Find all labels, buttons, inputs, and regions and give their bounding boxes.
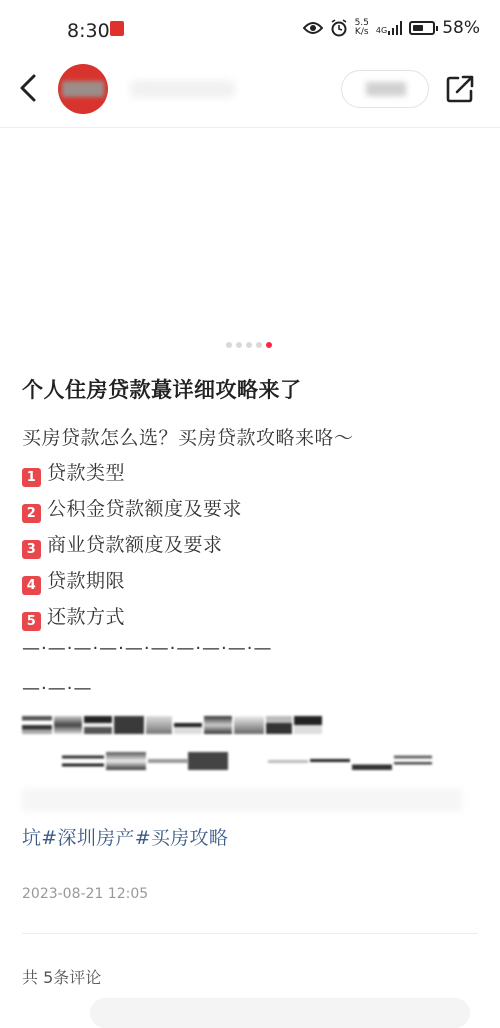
carousel-dot[interactable] <box>236 342 242 348</box>
dash-separator: —·—·— <box>22 678 93 699</box>
carousel-dot-active[interactable] <box>266 342 272 348</box>
battery-percent: 58% <box>442 18 480 38</box>
alarm-icon <box>330 19 348 37</box>
carousel-dot[interactable] <box>246 342 252 348</box>
network-type: 4G <box>375 26 388 35</box>
comments-divider <box>22 933 478 934</box>
post-header <box>0 58 500 122</box>
list-item <box>22 494 242 523</box>
number-badge: 1 <box>22 468 41 487</box>
post-intro: 买房贷款怎么选？买房贷款攻略来咯～ <box>22 427 354 449</box>
comment-input[interactable] <box>90 998 470 1028</box>
header-divider <box>0 127 500 128</box>
comment-count: 共 5条评论 <box>22 968 102 987</box>
list-item-text: 商业贷款额度及要求 <box>47 534 223 556</box>
status-bar <box>0 0 500 56</box>
follow-button[interactable] <box>341 70 429 108</box>
author-name-redacted[interactable] <box>130 80 235 98</box>
number-badge: 5 <box>22 612 41 631</box>
post-title: 个人住房贷款蕞详细攻略来了 <box>22 378 302 402</box>
list-item-text: 贷款类型 <box>47 462 126 484</box>
list-item-text: 贷款期限 <box>47 570 126 592</box>
battery-icon <box>409 21 435 35</box>
redacted-text-row <box>22 788 462 812</box>
status-indicators <box>303 18 480 38</box>
signal-bars-icon <box>388 21 402 35</box>
avatar[interactable] <box>58 64 108 114</box>
carousel-dot[interactable] <box>256 342 262 348</box>
speed-unit: K/s <box>354 27 369 37</box>
redacted-text-row <box>22 716 322 734</box>
post-tags[interactable]: 坑#深圳房产#买房攻略 <box>22 827 229 849</box>
carousel-dot[interactable] <box>226 342 232 348</box>
battery-fill <box>413 25 423 31</box>
follow-label-redacted <box>366 82 406 96</box>
number-badge: 4 <box>22 576 41 595</box>
network-speed <box>355 19 369 37</box>
cell-signal <box>376 21 402 35</box>
back-button[interactable] <box>14 70 46 106</box>
notification-icon <box>110 21 124 36</box>
speed-value: 5.5 <box>354 18 369 28</box>
post-date: 2023-08-21 12:05 <box>22 886 149 902</box>
status-time: 8:30 <box>67 20 110 42</box>
eye-icon <box>303 21 323 35</box>
carousel-indicator <box>226 342 272 348</box>
share-icon[interactable] <box>444 73 476 105</box>
list-item-text: 公积金贷款额度及要求 <box>47 498 243 520</box>
redacted-text-row <box>22 752 432 770</box>
avatar-mosaic <box>62 81 104 97</box>
number-badge: 2 <box>22 504 41 523</box>
number-badge: 3 <box>22 540 41 559</box>
list-item <box>22 458 125 487</box>
list-item <box>22 602 125 631</box>
list-item <box>22 530 223 559</box>
list-item-text: 还款方式 <box>47 606 126 628</box>
dash-separator: —·—·—·—·—·—·—·—·—·— <box>22 638 273 659</box>
list-item <box>22 566 125 595</box>
